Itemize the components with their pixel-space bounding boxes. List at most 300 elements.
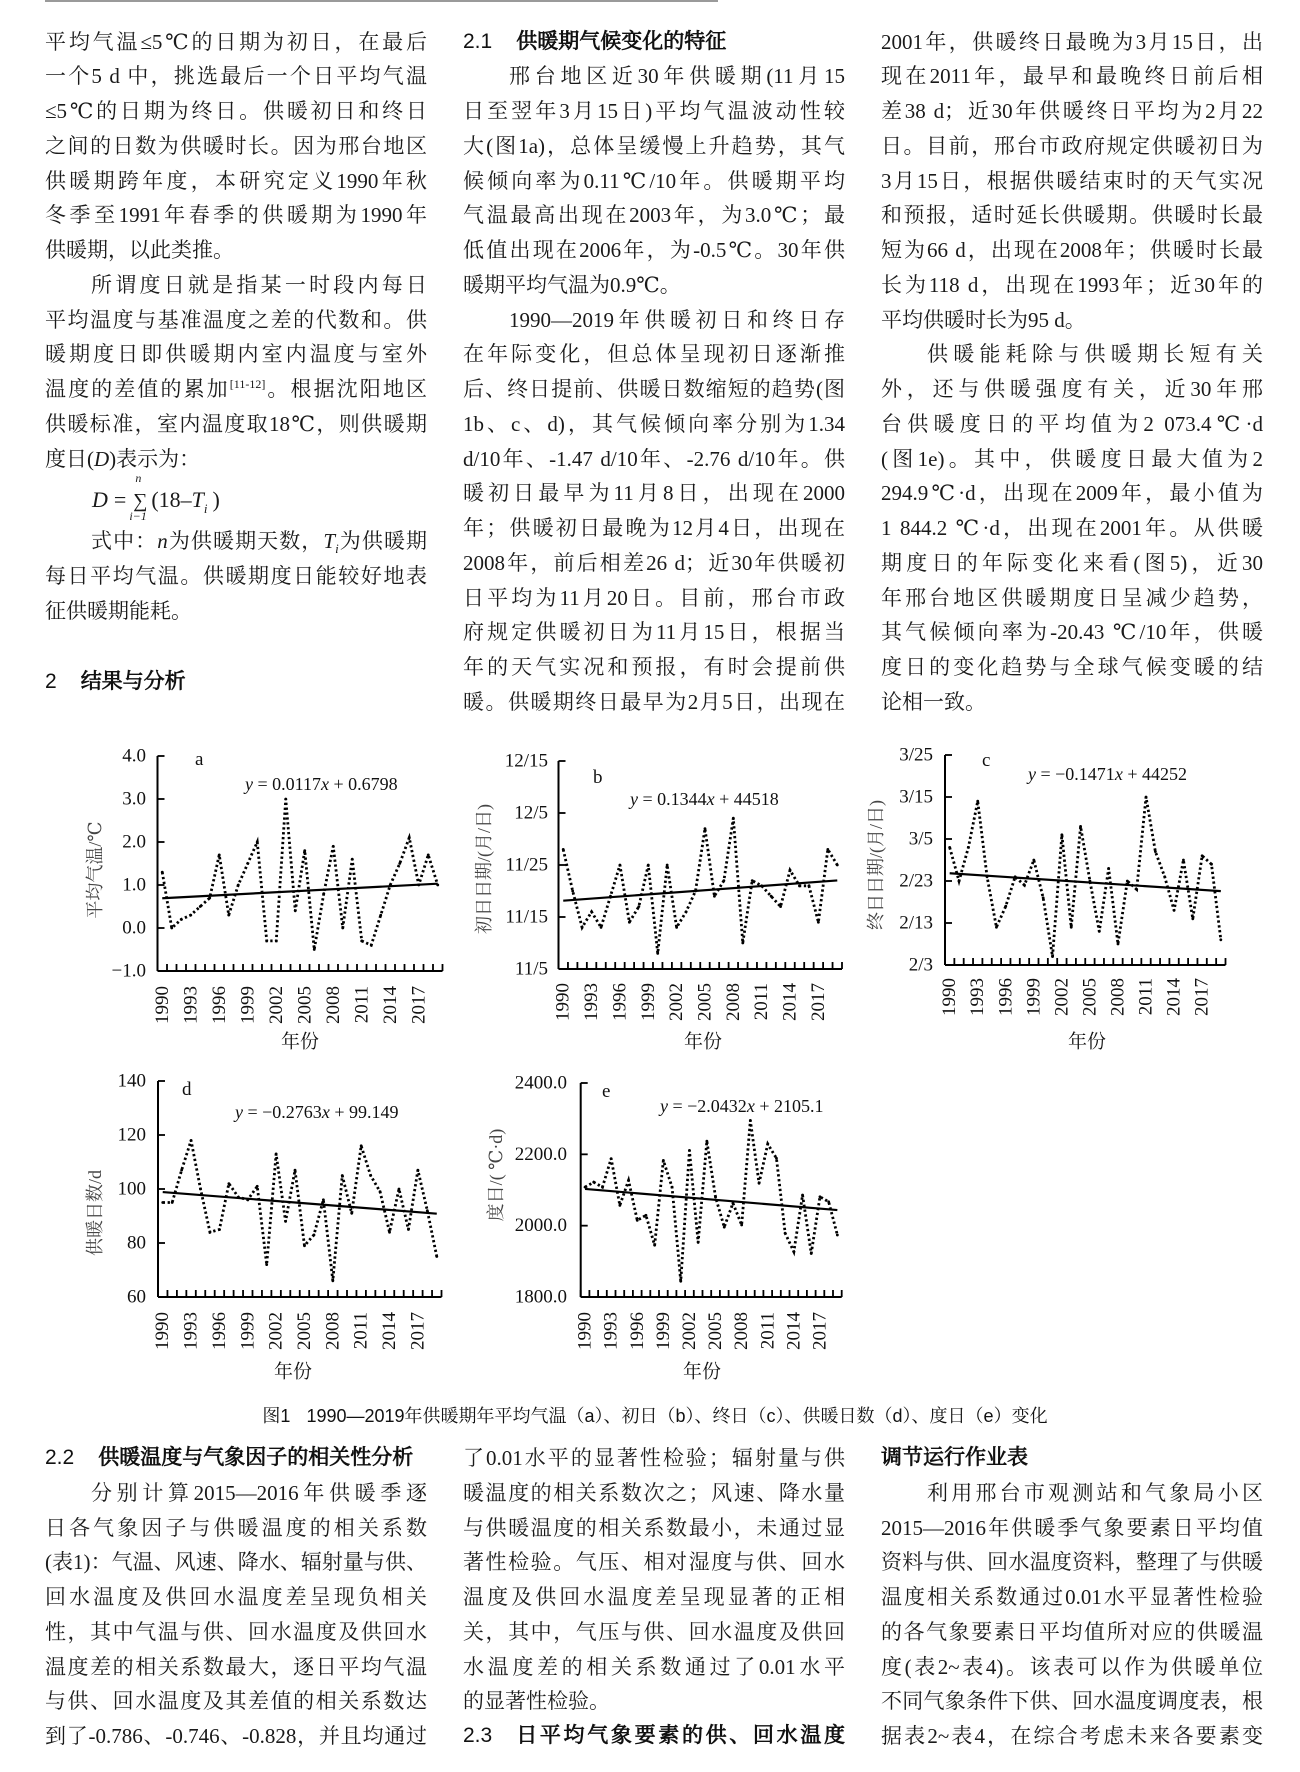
data-point [370,944,373,947]
data-point [161,1201,164,1204]
x-tick-label: 2002 [678,1312,700,1350]
data-point [1201,854,1204,857]
data-point [189,914,192,917]
equation-constant: + 44252 [1122,764,1187,784]
y-tick-label: 2200.0 [514,1143,567,1165]
section-heading [463,25,845,60]
text-segment: 。根据沈阳地区 [265,377,427,401]
data-point [775,1157,778,1160]
text-line: 之间的日数为供暖时长。因为邢台地区 [45,133,427,158]
data-point [766,1143,769,1146]
data-point [369,1174,372,1177]
data-point [322,892,325,895]
y-tick-label: 2400.0 [514,1072,567,1094]
formula-variable: T [191,487,204,513]
data-point [671,1186,674,1189]
section-title: 调节运行作业表 [881,1446,1028,1469]
data-point [379,1190,382,1193]
data-point [199,1188,202,1191]
data-point [1014,875,1017,878]
panel-label: d [182,1079,192,1100]
x-tick-label: 1993 [180,1312,202,1350]
text-line: 气温最高出现在2003年，为3.0℃；最 [463,203,845,228]
text-line: (图1e)。其中，供暖度日最大值为2 [881,446,1263,471]
data-point [199,905,202,908]
x-tick-label: 1993 [581,983,603,1021]
data-point [1117,943,1120,946]
data-point [209,1231,212,1234]
text-line: 2008年，前后相差26 d；近30年供暖初 [463,550,845,575]
column-bottom-left [45,1441,427,1754]
y-tick-label: 2/13 [899,912,933,934]
text-line: ≤5℃的日期为终日。供暖初日和终日 [45,99,427,123]
data-point [600,926,603,929]
data-point [637,905,640,908]
x-tick-label: 1996 [609,983,631,1021]
equation-y-variable: y [245,774,253,794]
x-tick-label: 2014 [779,983,801,1021]
data-point [171,1201,174,1204]
data-point [237,1196,240,1199]
y-tick-label: 60 [127,1286,146,1308]
data-point [341,927,344,930]
data-point [1032,859,1035,862]
x-tick-label: 2014 [379,986,401,1024]
chart-c [866,745,1226,1053]
data-point [647,864,650,867]
data-point [436,884,439,887]
data-point [435,1255,438,1258]
data-point [1089,880,1092,883]
data-point [426,1209,429,1212]
equation-x-variable: x [1114,764,1123,784]
data-point [227,914,230,917]
math-variable: D [94,446,110,471]
text-line: 度(表2~表4)。该表可以作为供暖单位 [881,1654,1263,1679]
data-point [836,864,839,867]
chart-a [85,746,443,1053]
text-line: 关，其中，气压与供、回水温度及供回 [463,1619,845,1644]
data-point [792,1250,795,1253]
chart-e [486,1073,842,1383]
data-point [1191,917,1194,920]
text-segment: 温度的差值的累加 [45,377,230,401]
x-tick-label: 2017 [807,983,829,1021]
data-point [714,1196,717,1199]
text-line: 所谓度日就是指某一时段内每日 [91,272,427,297]
data-point [1004,905,1007,908]
data-point [1042,896,1045,899]
text-line: 供暖能耗除与供暖期长短有关 [927,342,1263,367]
data-point [246,1198,249,1201]
math-variable: T [323,529,336,554]
panel-label: a [195,749,204,770]
data-point [218,1228,221,1231]
data-point [836,1234,839,1237]
x-tick-label: 1993 [600,1312,622,1350]
data-point [331,1279,334,1282]
text-segment: )表示为： [109,446,201,471]
data-point [1070,926,1073,929]
data-point [584,1186,587,1189]
text-line: 与供暖温度的相关系数最小，未通过显 [463,1515,845,1540]
text-line: 日至翌年3月15日)平均气温波动性较 [463,99,845,123]
trend-equation [628,789,779,809]
x-tick-label: 2011 [1135,978,1157,1016]
x-tick-label: 2014 [783,1312,805,1350]
data-point [819,1195,822,1198]
y-axis-title: 终日日期/(月/日) [866,800,886,930]
x-tick-label: 1999 [637,983,659,1021]
data-point [379,914,382,917]
data-point [1154,850,1157,853]
data-point [190,1139,193,1142]
text-line: 年；供暖初日最晚为12月4日，出现在 [463,516,845,540]
data-point [601,1186,604,1189]
text-line: 利用邢台市观测站和气象局小区 [927,1480,1263,1505]
text-line: 供暖期，以此类推。 [45,238,234,262]
text-line: 1b、c、d)，其气候倾向率分别为1.34 [463,411,845,436]
series-line-dotted [163,1140,437,1280]
section-heading [881,1441,1263,1476]
x-tick-label: 2011 [350,1312,372,1350]
trend-equation [233,1102,398,1122]
panel-label: c [982,750,991,771]
data-point [284,798,287,801]
x-tick-label: 1990 [152,1312,174,1350]
data-point [571,890,574,893]
data-point [610,1157,613,1160]
trend-equation [1026,764,1187,784]
equation-constant: + 44518 [714,789,779,809]
text-line: 温度差的相关系数最大，逐日平均气温 [45,1654,427,1679]
x-tick-label: 2008 [731,1312,753,1350]
sigma-symbol: ∑ [133,490,148,513]
section-title: 日平均气象要素的供、回水温度 [516,1724,845,1747]
data-point [1135,888,1138,891]
trend-equation [243,774,398,794]
section-number: 2.2 [45,1446,75,1469]
text-line: 暖期度日即供暖期内室内温度与室外 [45,342,427,367]
data-point [740,1224,743,1227]
y-tick-label: 2/23 [899,870,933,892]
equation-constant: + 2105.1 [754,1096,824,1116]
y-tick-label: 3/25 [899,744,933,766]
trend-line [950,873,1221,891]
text-line: 候倾向率为0.11℃/10年。供暖期平均 [463,168,845,193]
data-point [697,1241,700,1244]
data-point [256,1185,259,1188]
x-axis-title: 年份 [1067,1031,1107,1053]
header-rule [45,0,718,2]
equation-coefficient: = 0.0117 [253,774,321,794]
text-line: 与供、回水温度及其差值的相关系数达 [45,1689,427,1714]
equation-y-variable: y [660,1096,668,1116]
text-line: 其气候倾向率为-20.43 ℃/10年，供暖 [881,620,1263,645]
data-point [313,1234,316,1237]
x-tick-label: 2008 [722,983,744,1021]
y-tick-label: 1.0 [122,874,146,896]
series-line-dotted [585,1120,837,1281]
text-line: 冬季至1991年春季的供暖期为1990年 [45,203,427,228]
x-tick-label: 1990 [552,983,574,1021]
data-point [986,875,989,878]
data-point [679,1280,682,1283]
text-line: 年邢台地区供暖期度日呈减少趋势， [881,585,1263,610]
data-point [827,1200,830,1203]
data-point [751,879,754,882]
x-tick-label: 1990 [939,978,961,1016]
x-tick-label: 2017 [407,1312,429,1350]
text-line: 的显著性检验。 [463,1689,610,1714]
data-point [322,1198,325,1201]
data-point [645,1214,648,1217]
data-point [723,1226,726,1229]
data-point [688,1149,691,1152]
text-line: 后、终日提前、供暖日数缩短的趋势(图 [463,377,845,401]
x-tick-label: 2017 [408,986,430,1024]
text-line: 论相一致。 [881,689,986,714]
equation-x-variable: x [706,789,715,809]
text-segment: 式中： [91,529,158,554]
text-line: (表1)：气温、风速、降水、辐射量与供、 [45,1550,427,1575]
text-line: 差38 d；近30年供暖终日平均为2月22 [881,99,1263,123]
data-point [1163,875,1166,878]
chart-b [474,751,842,1053]
text-line: 温度及供回水温度差呈现显著的正相 [463,1585,845,1609]
data-point [180,918,183,921]
trend-line [563,880,837,900]
x-tick-label: 2005 [293,1312,315,1350]
x-tick-label: 1996 [626,1312,648,1350]
x-tick-label: 1999 [237,1312,259,1350]
data-point [779,905,782,908]
data-point [948,846,951,849]
figure-caption [250,1402,1060,1430]
data-point [995,926,998,929]
data-point [618,1204,621,1207]
y-tick-label: 11/5 [514,958,548,980]
data-point [810,1252,813,1255]
column-bottom-middle [463,1441,845,1754]
data-point [161,871,164,874]
degree-day-formula [45,471,427,524]
x-tick-label: 1993 [967,978,989,1016]
formula-close: ) [212,487,220,513]
text-line: 平均供暖时长为95 d。 [881,307,1086,332]
equation-y-variable: y [235,1102,243,1122]
equation-x-variable: x [746,1096,755,1116]
data-point [294,909,297,912]
series-line-dotted [950,797,1221,957]
text-line: 一个5 d 中，挑选最后一个日平均气温 [45,64,427,89]
equation-x-variable: x [320,774,329,794]
section-title: 供暖期气候变化的特征 [516,29,727,53]
text-line: 1 844.2 ℃·d，出现在2001年。从供暖 [881,516,1263,540]
data-point [749,1119,752,1122]
y-tick-label: −1.0 [111,960,146,982]
y-tick-label: 4.0 [122,745,146,767]
text-line: 长为118 d，出现在1993年；近30年的 [881,272,1263,297]
text-line: 平均温度与基准温度之差的代数和。供 [45,307,427,332]
data-point [636,1219,639,1222]
data-point [313,948,316,951]
x-tick-label: 2008 [1107,978,1129,1016]
data-point [967,846,970,849]
data-point [416,1169,419,1172]
y-tick-label: 3/15 [899,786,933,808]
text-line: 据表2~表4，在综合考虑未来各要素变 [881,1724,1263,1748]
data-point [656,952,659,955]
section-number: 2 [45,669,57,693]
data-point [389,884,392,887]
formula-equals: = [113,487,127,513]
trend-line [585,1189,837,1210]
text-line: 台供暖度日的平均值为2 073.4℃·d [881,411,1263,436]
text-line: 大(图1a)，总体呈缓慢上升趋势，其气 [463,133,845,158]
data-point [685,910,688,913]
x-tick-label: 1999 [237,986,259,1024]
x-tick-label: 1990 [574,1312,596,1350]
column-bottom-right [881,1441,1263,1754]
data-point [1060,833,1063,836]
x-tick-label: 2002 [265,1312,287,1350]
y-tick-label: 80 [127,1232,146,1254]
text-line: 暖初日最早为11月8日，出现在2000 [463,481,845,506]
data-point [653,1244,656,1247]
data-point [208,897,211,900]
data-point [351,858,354,861]
x-tick-label: 2002 [666,983,688,1021]
data-point [1210,863,1213,866]
x-axis-title: 年份 [273,1361,313,1383]
data-point [256,841,259,844]
text-line: 现在2011年，最早和最晚终日前后相 [881,64,1263,89]
text-line: 在年际变化，但总体呈现初日逐渐推 [463,342,845,367]
x-tick-label: 2008 [322,1312,344,1350]
data-point [265,1263,268,1266]
trend-equation [658,1096,823,1116]
data-point [1098,930,1101,933]
section-number: 2.3 [463,1724,493,1747]
y-axis-title: 平均气温/℃ [85,821,105,919]
text-line: 了0.01水平的显著性检验；辐射量与供 [463,1446,845,1470]
x-tick-label: 2011 [751,983,773,1021]
data-point [826,848,829,851]
equation-constant: + 0.6798 [328,774,398,794]
text-line: 日平均为11月20日。目前，邢台市政 [463,585,845,610]
formula-expression [92,471,220,524]
data-point [798,884,801,887]
column-top-right [881,25,1263,720]
data-point [265,940,268,943]
y-tick-label: 0.0 [122,917,146,939]
data-point [341,1174,344,1177]
x-tick-label: 1993 [180,986,202,1024]
y-tick-label: 12/5 [514,802,548,824]
chart-d [85,1071,442,1383]
y-tick-label: 11/25 [505,854,548,876]
data-point [770,895,773,898]
y-axis-title: 初日日期/(月/日) [474,804,494,934]
text-line: 性，其中气温与供、回水温度及供回水 [45,1619,427,1644]
panel-label: b [593,767,603,788]
data-point [958,880,961,883]
summation [129,471,148,524]
x-tick-label: 2005 [1079,978,1101,1016]
text-line [45,372,427,407]
x-tick-label: 2014 [1163,978,1185,1016]
text-line: 暖。供暖期终日最早为2月5日，出现在 [463,689,845,714]
y-tick-label: 2000.0 [514,1215,567,1237]
text-line: 府规定供暖初日为11月15日，根据当 [463,620,845,645]
text-line: d/10年、-1.47 d/10年、-2.76 d/10年。供 [463,446,845,471]
text-line: 和预报，适时延长供暖期。供暖时长最 [881,203,1263,228]
text-line: 的各气象要素日平均值所对应的供暖温 [881,1619,1263,1644]
y-tick-label: 120 [117,1124,146,1146]
x-tick-label: 2011 [351,986,373,1024]
text-line: 征供暖期能耗。 [45,598,192,623]
x-tick-label: 2014 [379,1312,401,1350]
data-point [398,1188,401,1191]
x-tick-label: 1996 [208,1312,230,1350]
y-tick-label: 11/15 [505,906,548,928]
text-line: 年的天气实况和预报，有时会提前供 [463,655,845,679]
data-point [705,1140,708,1143]
equation-constant: + 99.149 [329,1102,399,1122]
text-line: 3月15日，根据供暖结束时的天气实况 [881,168,1263,193]
data-point [581,926,584,929]
text-segment: 为供暖期天数， [167,529,324,554]
text-line: 日。目前，邢台市政府规定供暖初日为 [881,133,1263,158]
text-line: 水温度差的相关系数通过了0.01水平 [463,1654,845,1679]
text-line: 不同气象条件下供、回水温度调度表，根 [881,1689,1263,1714]
math-subscript: i [335,541,339,557]
x-axis-title: 年份 [683,1031,723,1053]
data-point [408,836,411,839]
sum-upper-limit: n [135,471,142,486]
figure-caption-text: 1990—2019年供暖期年平均气温（a）、初日（b）、终日（c）、供暖日数（d）、度日（e）变化 [306,1406,1048,1426]
data-point [303,849,306,852]
y-tick-label: 2.0 [122,831,146,853]
text-line: 平均气温≤5℃的日期为初日，在最后 [45,29,427,54]
text-line: 低值出现在2006年，为-0.5℃。30年供 [463,238,845,262]
text-line: 资料与供、回水温度资料，整理了与供暖 [881,1550,1263,1575]
x-tick-label: 2017 [809,1312,831,1350]
text-line: 每日平均气温。供暖期度日能较好地表 [45,564,427,588]
x-tick-label: 2002 [265,986,287,1024]
text-line: 日各气象因子与供暖温度的相关系数 [45,1515,427,1540]
trend-line [162,884,438,899]
section-heading [45,1441,427,1476]
data-point [562,848,565,851]
section-heading [463,1719,845,1754]
text-line: 供暖期跨年度，本研究定义1990年秋 [45,168,427,193]
sum-lower-limit: i−1 [129,509,147,524]
data-point [407,1228,410,1231]
data-point [760,884,763,887]
equation-coefficient: = −0.2763 [243,1102,322,1122]
text-line: 外，还与供暖强度有关，近30年邢 [881,377,1263,401]
data-point [1219,938,1222,941]
data-point [590,910,593,913]
x-tick-label: 2005 [694,983,716,1021]
text-line: 暖温度的相关系数次之；风速、降水量 [463,1480,845,1505]
equation-coefficient: = 0.1344 [638,789,707,809]
data-point [332,845,335,848]
x-tick-label: 1999 [652,1312,674,1350]
x-axis-title: 年份 [280,1031,320,1053]
